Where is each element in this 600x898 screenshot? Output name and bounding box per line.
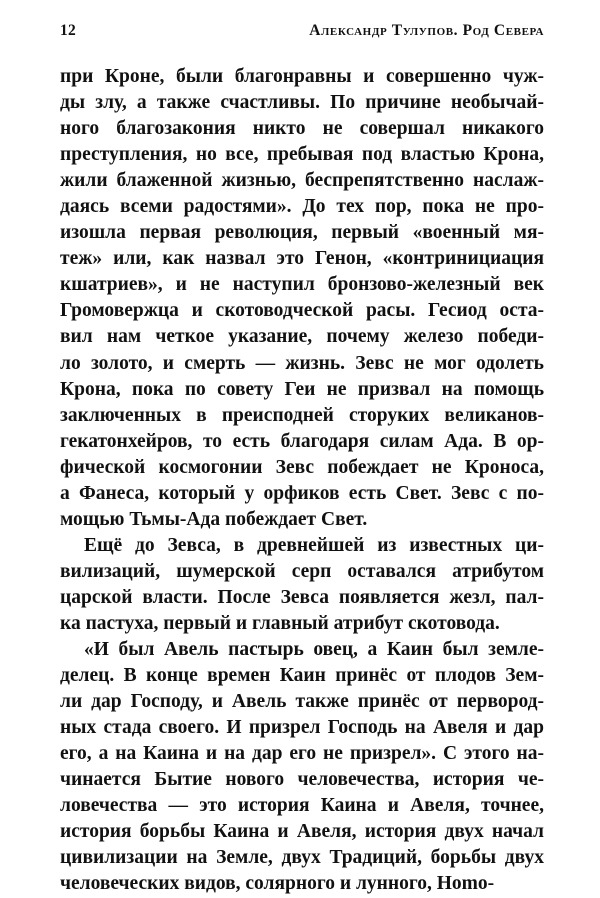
paragraph xyxy=(60,64,544,533)
text-line: а Фанеса, который у орфиков есть Свет. Зевс с по- xyxy=(60,482,544,504)
text-line: вил нам четкое указание, почему железо победи- xyxy=(60,326,544,348)
text-line: заключенных в преисподней сторуких великанов- xyxy=(60,404,544,426)
text-line: вилизаций, шумерской серп оставался атрибутом xyxy=(60,560,544,582)
text-line: ных стада своего. И призрел Господь на Авеля и дар xyxy=(60,717,544,739)
text-line: при Кроне, были благонравны и совершенно чуж- xyxy=(60,66,544,87)
text-line: цивилизации на Земле, двух Традиций, борьбы двух xyxy=(60,847,544,869)
running-title: Александр Тулупов. Род Севера xyxy=(309,22,544,39)
text-line: ловечества — это история Каина и Авеля, точнее, xyxy=(60,795,544,817)
text-line: царской власти. После Зевса появляется жезл, пал- xyxy=(60,586,544,608)
text-line: изошла первая революция, первый «военный мя- xyxy=(60,222,544,244)
text-line: ли дар Господу, и Авель также принёс от первород- xyxy=(60,691,544,713)
text-line: чинается Бытие нового человечества, история че- xyxy=(60,769,544,791)
paragraph xyxy=(60,637,544,897)
text-line: Громовержца и скотоводческой расы. Гесиод оста- xyxy=(60,300,544,322)
text-line: ка пастуха, первый и главный атрибут скотовода. xyxy=(60,612,500,634)
text-line: даясь всеми радостями». До тех пор, пока не про- xyxy=(60,196,544,218)
text-line: история борьбы Каина и Авеля, история двух начал xyxy=(60,821,544,843)
paragraph xyxy=(60,533,544,637)
page-number: 12 xyxy=(60,22,76,39)
text-line: кшатриев», и не наступил бронзово-железный век xyxy=(60,274,544,296)
text-line: гекатонхейров, то есть благодаря силам Ада. В ор- xyxy=(60,430,544,452)
text-line: ного благозакония никто не совершал никакого xyxy=(60,118,544,140)
text-line: Ещё до Зевса, в древнейшей из известных ци- xyxy=(84,534,544,556)
text-line: его, а на Каина и на дар его не призрел». С этого на- xyxy=(60,743,544,765)
text-line: жили блаженной жизнью, беспрепятственно наслаж- xyxy=(60,170,544,192)
page-header xyxy=(60,22,544,42)
text-line: теж» или, как назвал это Генон, «контринициация xyxy=(60,248,544,270)
text-line: Крона, пока по совету Геи не призвал на помощь xyxy=(60,378,544,400)
text-line: фической космогонии Зевс побеждает не Кроноса, xyxy=(60,456,544,478)
text-line: «И был Авель пастырь овец, а Каин был земле- xyxy=(84,639,544,661)
text-line: человеческих видов, солярного и лунного, Homo- xyxy=(60,873,495,895)
body-text xyxy=(60,64,544,898)
text-line: ды злу, а также счастливы. По причине необычай- xyxy=(60,92,544,114)
text-line: мощью Тьмы-Ада побеждает Свет. xyxy=(60,508,368,530)
text-line: делец. В конце времен Каин принёс от плодов Зем- xyxy=(60,665,544,687)
text-line: преступления, но все, пребывая под властью Крона, xyxy=(60,144,544,166)
text-line: ло золото, и смерть — жизнь. Зевс не мог одолеть xyxy=(60,352,544,374)
